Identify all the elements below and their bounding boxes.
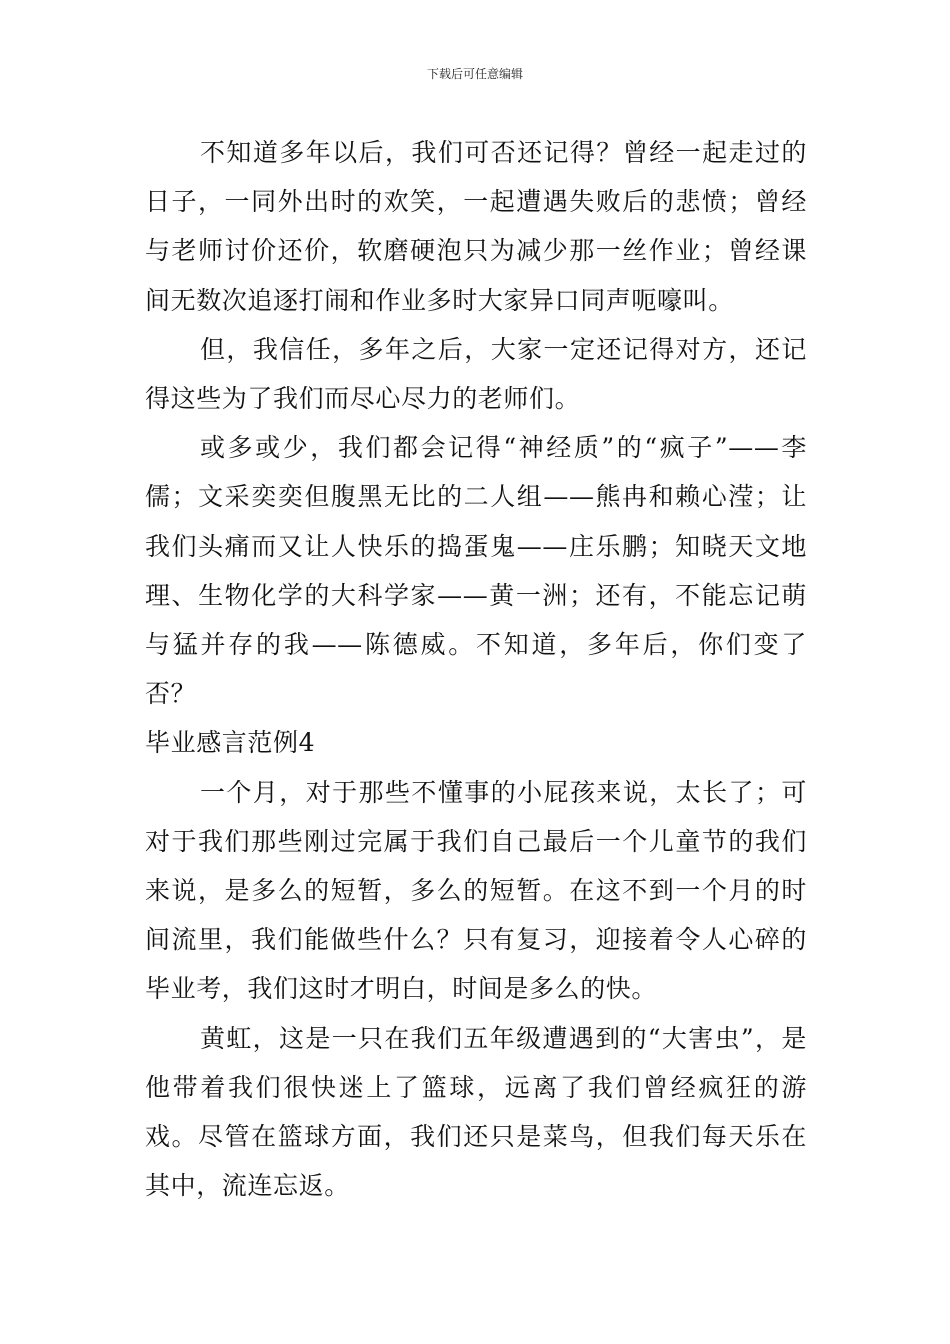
page-header: 下载后可任意编辑: [426, 67, 523, 81]
paragraph-3: 或多或少，我们都会记得“神经质”的“疯子”——李儒；文采奕奕但腹黑无比的二人组——熊冉和赖心滢；让我们头痛而又让人快乐的捣蛋鬼——庄乐鹏；知晓天文地理、生物化学的大科学家——黄一洲；还有，不能忘记萌与猛并存的我——陈德威。不知道，多年后，你们变了否？: [145, 433, 807, 709]
document-body: [145, 128, 807, 1210]
section-heading: 毕业感言范例4: [145, 728, 316, 758]
paragraph-5: 黄虹，这是一只在我们五年级遭遇到的“大害虫”，是他带着我们很快迷上了篮球，远离了我们曾经疯狂的游戏。尽管在篮球方面，我们还只是菜鸟，但我们每天乐在其中，流连忘返。: [145, 1023, 807, 1201]
paragraph-1: 不知道多年以后，我们可否还记得？曾经一起走过的日子，一同外出时的欢笑，一起遭遇失败后的悲愤；曾经与老师讨价还价，软磨硬泡只为减少那一丝作业；曾经课间无数次追逐打闹和作业多时大家异口同声呃嚎叫。: [145, 138, 807, 315]
paragraph-2: 但，我信任，多年之后，大家一定还记得对方，还记得这些为了我们而尽心尽力的老师们。: [145, 334, 807, 414]
paragraph-4: 一个月，对于那些不懂事的小屁孩来说，太长了；可对于我们那些刚过完属于我们自己最后一个儿童节的我们来说，是多么的短暂，多么的短暂。在这不到一个月的时间流里，我们能做些什么？只有复习，迎接着令人心碎的毕业考，我们这时才明白，时间是多么的快。: [145, 777, 807, 1004]
